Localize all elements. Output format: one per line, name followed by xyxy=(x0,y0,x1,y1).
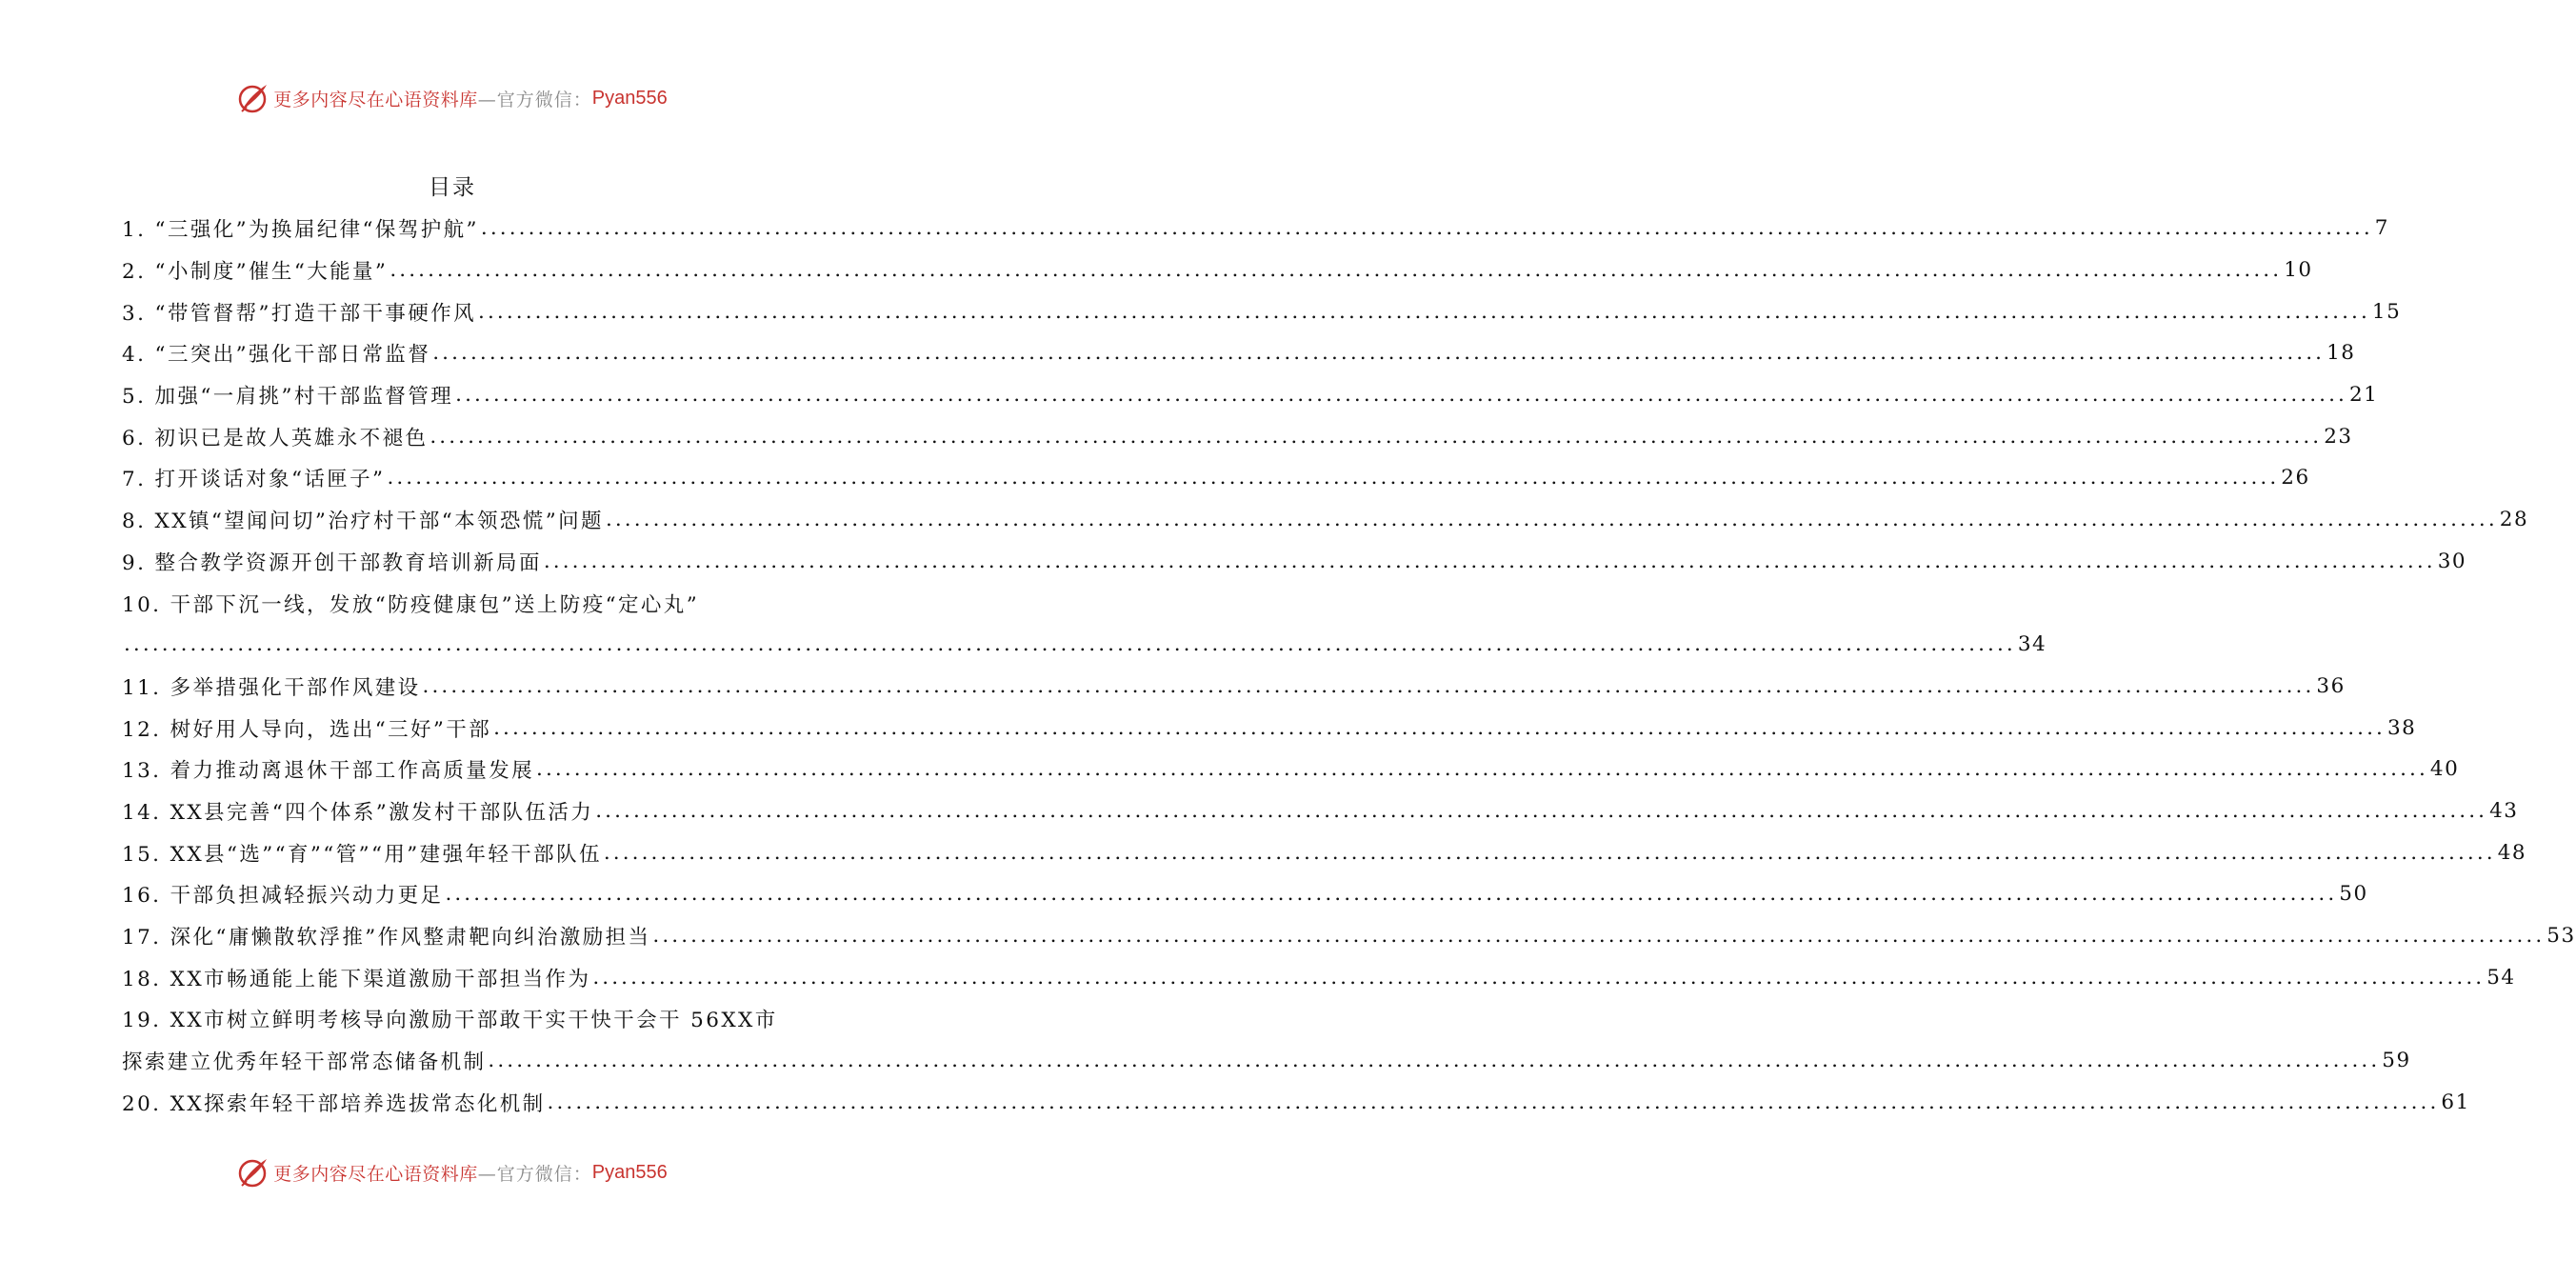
quill-logo-icon xyxy=(237,82,270,114)
page-title: 目录 xyxy=(429,175,476,200)
toc-page-number: 26 xyxy=(2281,466,2310,490)
quill-logo-icon xyxy=(237,1156,270,1189)
toc-entry-title: 探索建立优秀年轻干部常态储备机制 xyxy=(122,1050,487,1075)
toc-entry-title: 20. XX探索年轻干部培养选拔常态化机制 xyxy=(122,1091,546,1116)
toc-entry[interactable] xyxy=(122,998,794,1040)
toc-entry-title: 7. 打开谈话对象“话匣子” xyxy=(122,468,386,492)
toc-entry[interactable] xyxy=(122,749,2460,790)
toc-entry-title: 2. “小制度”催生“大能量” xyxy=(122,260,389,285)
toc-entry-title: 9. 整合教学资源开创干部教育培训新局面 xyxy=(122,550,542,575)
toc-entry-title: 12. 树好用人导向，选出“三好”干部 xyxy=(122,717,492,742)
toc-leader-dots: ........................................................................................................................................................................................................ xyxy=(124,632,2016,657)
toc-leader-dots: ........................................................................................................................................................................................................ xyxy=(605,508,2498,532)
toc-leader-dots: ........................................................................................................................................................................................................ xyxy=(432,341,2326,366)
toc-leader-dots: ........................................................................................................................................................................................................ xyxy=(478,299,2370,324)
toc-entry-title: 4. “三突出”强化干部日常监督 xyxy=(122,343,431,368)
banner-title: 更多内容尽在心语资料库 xyxy=(273,1163,478,1185)
toc-leader-dots: ........................................................................................................................................................................................................ xyxy=(547,1090,2440,1114)
footer-banner xyxy=(0,1153,905,1191)
toc-entry[interactable] xyxy=(122,790,2519,832)
toc-page-number: 36 xyxy=(2316,673,2346,698)
toc-entry-title: 5. 加强“一肩挑”村干部监督管理 xyxy=(122,385,454,410)
toc-page-number: 30 xyxy=(2437,549,2467,573)
toc-entry-title: 19. XX市树立鲜明考核导向激励干部敢干实干快干会干 56XX市 xyxy=(122,1009,778,1033)
toc-entry[interactable] xyxy=(122,666,2346,708)
toc-entry[interactable] xyxy=(122,457,2310,499)
toc-entry[interactable] xyxy=(122,374,2379,416)
toc-entry-title: 1. “三强化”为换届纪律“保驾护航” xyxy=(122,218,479,243)
banner-wechat-label: —官方微信： xyxy=(477,89,592,110)
toc-entry-title: 17. 深化“庸懒散软浮推”作风整肃靶向纠治激励担当 xyxy=(122,926,651,950)
toc-entry[interactable] xyxy=(122,956,2516,998)
toc-entry-title: 8. XX镇“望闻问切”治疗村干部“本领恐慌”问题 xyxy=(122,510,604,534)
toc-leader-dots: ........................................................................................................................................................................................................ xyxy=(387,466,2280,490)
toc-entry[interactable] xyxy=(122,1040,2411,1082)
toc-leader-dots: ........................................................................................................................................................................................................ xyxy=(480,216,2373,241)
toc-page-number: 61 xyxy=(2441,1090,2470,1114)
toc-page-number: 7 xyxy=(2374,216,2389,241)
toc-entry-title: 11. 多举措强化干部作风建设 xyxy=(122,675,421,700)
toc-page-number: 54 xyxy=(2486,965,2516,990)
toc-page-number: 15 xyxy=(2371,299,2402,324)
toc-entry-title: 16. 干部负担减轻振兴动力更足 xyxy=(122,884,444,909)
toc-entry[interactable] xyxy=(122,290,2402,332)
toc-leader-dots: ........................................................................................................................................................................................................ xyxy=(595,798,2488,823)
toc-entry-title: 3. “带管督帮”打造干部干事硬作风 xyxy=(122,301,477,326)
toc-entry-title: 6. 初识已是故人英雄永不褪色 xyxy=(122,426,429,450)
toc-entry[interactable] xyxy=(122,332,2356,374)
toc-entry-title: 15. XX县“选”“育”“管”“用”建强年轻干部队伍 xyxy=(122,842,602,867)
toc-leader-dots: ........................................................................................................................................................................................................ xyxy=(536,757,2428,782)
toc-page-number: 50 xyxy=(2339,882,2368,907)
banner-title: 更多内容尽在心语资料库 xyxy=(273,89,478,110)
toc-page-number: 59 xyxy=(2382,1049,2411,1073)
toc-entry[interactable] xyxy=(122,415,2353,457)
toc-leader-dots: ........................................................................................................................................................................................................ xyxy=(592,965,2486,990)
toc-page-number: 40 xyxy=(2429,757,2460,782)
toc-entry[interactable] xyxy=(122,707,2417,749)
toc-page-number: 53 xyxy=(2546,924,2576,949)
toc-page-number: 10 xyxy=(2284,258,2313,283)
toc-entry-title: 13. 着力推动离退休干部工作高质量发展 xyxy=(122,759,535,784)
header-banner xyxy=(0,79,905,117)
toc-entry[interactable] xyxy=(122,873,2368,915)
toc-leader-dots: ........................................................................................................................................................................................................ xyxy=(543,549,2436,573)
toc-leader-dots: ........................................................................................................................................................................................................ xyxy=(389,258,2283,283)
toc-page-number: 34 xyxy=(2017,632,2047,657)
toc-entry[interactable] xyxy=(122,915,2576,957)
toc-page-number: 23 xyxy=(2324,424,2353,449)
toc-page-number: 38 xyxy=(2386,715,2417,740)
banner-wechat-id: Pyan556 xyxy=(591,87,668,109)
toc-leader-dots: ........................................................................................................................................................................................................ xyxy=(429,424,2323,449)
toc-entry[interactable] xyxy=(122,624,2047,666)
toc-leader-dots: ........................................................................................................................................................................................................ xyxy=(493,715,2386,740)
toc-page-number: 18 xyxy=(2326,341,2356,366)
toc-leader-dots: ........................................................................................................................................................................................................ xyxy=(445,882,2338,907)
toc-leader-dots: ........................................................................................................................................................................................................ xyxy=(488,1049,2381,1073)
toc-entry[interactable] xyxy=(122,541,2467,583)
toc-entry[interactable] xyxy=(122,1081,2470,1123)
toc-entry[interactable] xyxy=(122,250,2313,291)
toc-page-number: 28 xyxy=(2499,508,2529,532)
toc-leader-dots: ........................................................................................................................................................................................................ xyxy=(652,924,2546,949)
toc-entry-title: 10. 干部下沉一线，发放“防疫健康包”送上防疫“定心丸” xyxy=(122,592,700,617)
toc-entry[interactable] xyxy=(122,582,794,624)
toc-entry-title: 18. XX市畅通能上能下渠道激励干部担当作为 xyxy=(122,967,591,991)
toc-entry-title: 14. XX县完善“四个体系”激发村干部队伍活力 xyxy=(122,800,594,825)
toc-entry[interactable] xyxy=(122,831,2527,873)
table-of-contents xyxy=(122,208,2576,1123)
toc-leader-dots: ........................................................................................................................................................................................................ xyxy=(455,383,2347,408)
toc-entry[interactable] xyxy=(122,499,2529,541)
toc-entry[interactable] xyxy=(122,208,2389,250)
toc-page-number: 43 xyxy=(2489,798,2519,823)
toc-leader-dots: ........................................................................................................................................................................................................ xyxy=(603,840,2496,865)
toc-leader-dots: ........................................................................................................................................................................................................ xyxy=(422,673,2315,698)
toc-page-number: 21 xyxy=(2349,383,2379,408)
toc-page-number: 48 xyxy=(2497,840,2527,865)
banner-wechat-id: Pyan556 xyxy=(591,1161,668,1183)
banner-wechat-label: —官方微信： xyxy=(477,1163,592,1185)
